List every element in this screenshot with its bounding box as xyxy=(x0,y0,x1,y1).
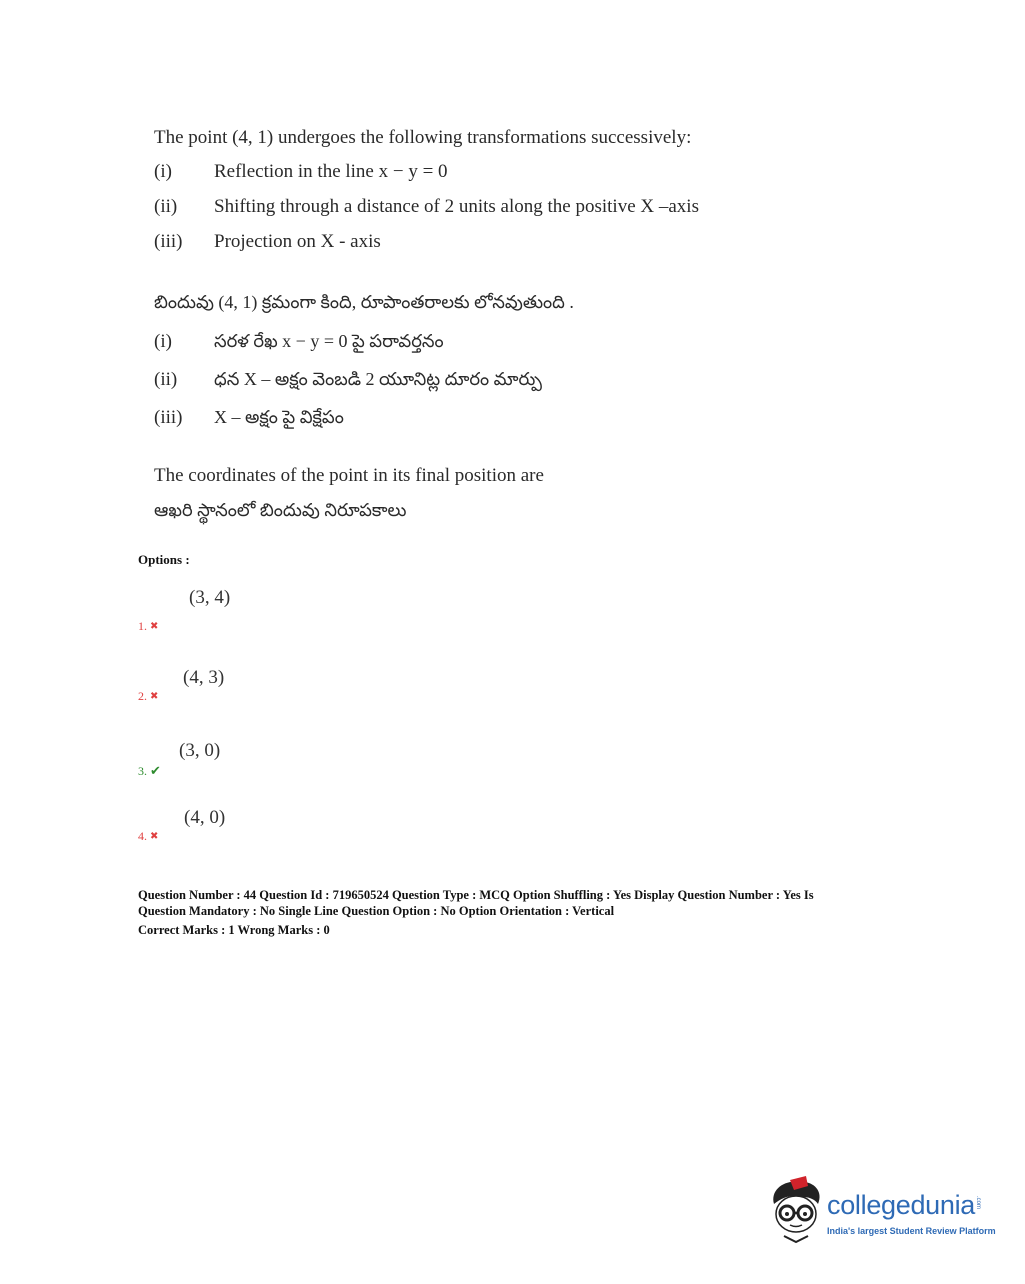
check-mark-icon: ✔ xyxy=(150,763,161,778)
option-2-value[interactable]: (4, 3) xyxy=(183,667,225,688)
metadata-line-2: Question Mandatory : No Single Line Question Option : No Option Orientation : Vertical xyxy=(138,904,615,918)
step-te-1-text: సరళ రేఖ x − y = 0 పై పరావర్తనం xyxy=(214,331,444,351)
metadata-line-3: Correct Marks : 1 Wrong Marks : 0 xyxy=(138,923,330,937)
question-final-te: ఆఖరి స్థానంలో బిందువు నిరూపకాలు xyxy=(154,500,407,520)
step-te-3-text: X – అక్షం పై విక్షేపం xyxy=(214,407,344,427)
brand-dotcom: .com xyxy=(975,1196,982,1210)
option-3-value[interactable]: (3, 0) xyxy=(179,740,221,761)
step-te-1-num: (i) xyxy=(154,331,172,352)
wrong-mark-icon: ✖ xyxy=(150,691,159,702)
wrong-mark-icon: ✖ xyxy=(150,831,159,842)
option-2-number xyxy=(138,689,158,704)
step-en-3-text: Projection on X - axis xyxy=(214,231,381,252)
option-3-num: 3. xyxy=(138,763,147,778)
brand-wordmark xyxy=(827,1190,981,1221)
step-en-2-num: (ii) xyxy=(154,196,178,217)
option-4-num: 4. xyxy=(138,829,147,843)
step-en-1-text: Reflection in the line x − y = 0 xyxy=(214,161,448,182)
option-2-num: 2. xyxy=(138,689,147,703)
wrong-mark-icon: ✖ xyxy=(150,621,159,632)
step-te-2-num: (ii) xyxy=(154,369,178,390)
option-1-number xyxy=(138,619,158,634)
question-metadata xyxy=(138,887,898,938)
option-4-value[interactable]: (4, 0) xyxy=(184,807,226,828)
question-intro-en: The point (4, 1) undergoes the following transformations successively: xyxy=(154,127,692,148)
option-1-value[interactable]: (3, 4) xyxy=(189,587,231,608)
question-intro-te: బిందువు (4, 1) క్రమంగా కింది, రూపాంతరాలకు లోనవుతుంది . xyxy=(154,292,574,312)
step-te-2-text: ధన X – అక్షం వెంబడి 2 యూనిట్ల దూరం మార్పు xyxy=(214,369,542,389)
step-en-1-num: (i) xyxy=(154,161,172,182)
question-final-en: The coordinates of the point in its final position are xyxy=(154,465,544,486)
option-4-number xyxy=(138,829,158,844)
step-en-3-num: (iii) xyxy=(154,231,183,252)
step-en-2-text: Shifting through a distance of 2 units along the positive X –axis xyxy=(214,196,699,217)
mascot-logo-icon xyxy=(766,1176,828,1248)
brand-tagline: India's largest Student Review Platform xyxy=(827,1226,996,1236)
option-3-number xyxy=(138,763,161,779)
option-1-num: 1. xyxy=(138,619,147,633)
step-te-3-num: (iii) xyxy=(154,407,183,428)
metadata-line-1: Question Number : 44 Question Id : 719650524 Question Type : MCQ Option Shuffling : Yes Display Question Number : Yes Is xyxy=(138,888,814,902)
brand-name: collegedunia xyxy=(827,1190,976,1220)
options-label: Options : xyxy=(138,552,190,567)
